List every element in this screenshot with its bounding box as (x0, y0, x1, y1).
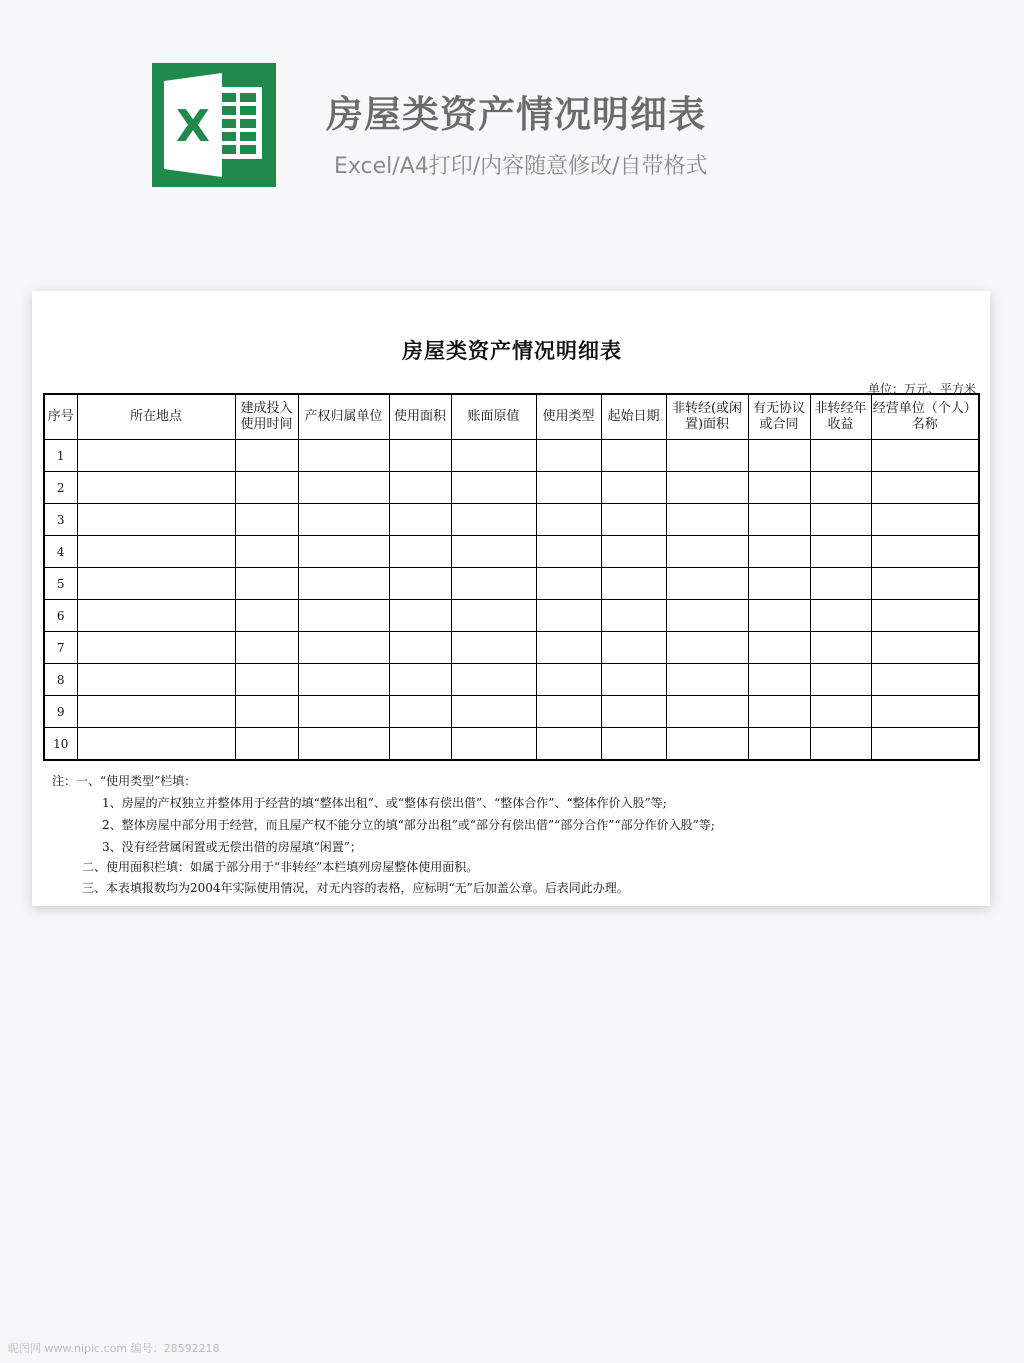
table-cell[interactable] (536, 600, 601, 632)
table-cell[interactable] (298, 664, 389, 696)
col-header: 产权归属单位 (298, 394, 389, 440)
header-row (44, 394, 979, 440)
table-cell[interactable] (810, 440, 871, 472)
table-cell[interactable] (536, 504, 601, 536)
table-row (44, 504, 979, 536)
excel-logo-icon (152, 63, 276, 187)
table-cell[interactable] (235, 472, 298, 504)
page-title: 房屋类资产情况明细表 (326, 93, 706, 136)
table-cell[interactable] (666, 664, 748, 696)
table-cell[interactable] (666, 568, 748, 600)
table-cell[interactable] (77, 504, 235, 536)
table-cell[interactable] (77, 664, 235, 696)
table-cell[interactable] (451, 664, 536, 696)
table-cell[interactable] (536, 632, 601, 664)
col-header: 使用面积 (389, 394, 451, 440)
table-row (44, 600, 979, 632)
table-cell[interactable] (748, 728, 810, 761)
table-cell[interactable] (389, 440, 451, 472)
table-cell[interactable] (389, 728, 451, 761)
table-cell[interactable] (298, 696, 389, 728)
table-cell[interactable] (77, 632, 235, 664)
row-number: 6 (44, 600, 77, 632)
table-cell[interactable] (389, 632, 451, 664)
table-cell[interactable] (601, 600, 666, 632)
table-cell[interactable] (451, 696, 536, 728)
table-cell[interactable] (748, 568, 810, 600)
row-number: 1 (44, 440, 77, 472)
table-cell[interactable] (810, 632, 871, 664)
table-cell[interactable] (536, 440, 601, 472)
table-cell[interactable] (77, 536, 235, 568)
table-cell[interactable] (389, 664, 451, 696)
row-number: 7 (44, 632, 77, 664)
table-cell[interactable] (235, 632, 298, 664)
table-cell[interactable] (389, 536, 451, 568)
row-number: 5 (44, 568, 77, 600)
table-cell[interactable] (298, 728, 389, 761)
note-line: 注：一、“使用类型”栏填： (52, 774, 197, 788)
table-cell[interactable] (810, 664, 871, 696)
col-header: 经营单位（个人）名称 (871, 394, 979, 440)
table-cell[interactable] (666, 472, 748, 504)
note-line: 三、本表填报数均为2004年实际使用情况，对无内容的表格，应标明“无”后加盖公章。后表同此办理。 (82, 881, 629, 895)
table-cell[interactable] (451, 600, 536, 632)
table-cell[interactable] (601, 728, 666, 761)
table-cell[interactable] (389, 472, 451, 504)
table-row (44, 632, 979, 664)
table-cell[interactable] (536, 472, 601, 504)
table-cell[interactable] (871, 600, 979, 632)
page-subtitle: Excel/A4打印/内容随意修改/自带格式 (334, 154, 708, 179)
table-cell[interactable] (298, 440, 389, 472)
col-header: 账面原值 (451, 394, 536, 440)
table-cell[interactable] (451, 728, 536, 761)
col-header: 使用类型 (536, 394, 601, 440)
table-cell[interactable] (77, 600, 235, 632)
table-cell[interactable] (298, 600, 389, 632)
table-row (44, 536, 979, 568)
table-cell[interactable] (601, 504, 666, 536)
logo-letter: X (176, 101, 210, 152)
table-cell[interactable] (77, 728, 235, 761)
table-cell[interactable] (666, 536, 748, 568)
note-line: 二、使用面积栏填：如属于部分用于“非转经”本栏填列房屋整体使用面积。 (82, 860, 479, 874)
table-cell[interactable] (298, 536, 389, 568)
row-number: 8 (44, 664, 77, 696)
table-cell[interactable] (871, 696, 979, 728)
col-header: 所在地点 (77, 394, 235, 440)
table-cell[interactable] (601, 472, 666, 504)
sheet-title: 房屋类资产情况明细表 (402, 339, 622, 363)
unit-label: 单位：万元、平方米 (867, 382, 976, 396)
col-header: 建成投入使用时间 (235, 394, 298, 440)
table-cell[interactable] (748, 504, 810, 536)
table-cell[interactable] (536, 568, 601, 600)
table-cell[interactable] (235, 536, 298, 568)
row-number: 9 (44, 696, 77, 728)
table-cell[interactable] (601, 536, 666, 568)
table-cell[interactable] (235, 664, 298, 696)
table-cell[interactable] (601, 632, 666, 664)
table-cell[interactable] (871, 440, 979, 472)
table-cell[interactable] (666, 504, 748, 536)
table-cell[interactable] (235, 696, 298, 728)
table-cell[interactable] (536, 696, 601, 728)
table-cell[interactable] (235, 728, 298, 761)
table-row (44, 568, 979, 600)
table-row (44, 728, 979, 761)
table-cell[interactable] (871, 472, 979, 504)
table-cell[interactable] (536, 664, 601, 696)
table-cell[interactable] (77, 440, 235, 472)
table-cell[interactable] (748, 632, 810, 664)
table-cell[interactable] (810, 696, 871, 728)
table-cell[interactable] (871, 664, 979, 696)
table-cell[interactable] (810, 600, 871, 632)
table-cell[interactable] (810, 568, 871, 600)
table-cell[interactable] (536, 536, 601, 568)
table-cell[interactable] (235, 568, 298, 600)
table-cell[interactable] (666, 696, 748, 728)
table-cell[interactable] (871, 568, 979, 600)
table-row (44, 440, 979, 472)
table-cell[interactable] (601, 696, 666, 728)
table-cell[interactable] (389, 504, 451, 536)
table-cell[interactable] (451, 568, 536, 600)
watermark: 昵图网 www.nipic.com 编号：28592218 (8, 1342, 220, 1355)
row-number: 3 (44, 504, 77, 536)
table-cell[interactable] (748, 536, 810, 568)
table-cell[interactable] (601, 664, 666, 696)
table-cell[interactable] (389, 568, 451, 600)
col-header: 序号 (44, 394, 77, 440)
table-cell[interactable] (298, 472, 389, 504)
table-cell[interactable] (748, 600, 810, 632)
row-number: 10 (44, 728, 77, 761)
note-line: 3、没有经营属闲置或无偿出借的房屋填“闲置”； (102, 840, 362, 854)
col-header: 非转经(或闲置)面积 (666, 394, 748, 440)
table-cell[interactable] (810, 472, 871, 504)
table-cell[interactable] (871, 728, 979, 761)
table-cell[interactable] (298, 568, 389, 600)
table-cell[interactable] (235, 600, 298, 632)
table-cell[interactable] (871, 536, 979, 568)
col-header: 非转经年收益 (810, 394, 871, 440)
table-cell[interactable] (810, 728, 871, 761)
table-cell[interactable] (298, 504, 389, 536)
table-cell[interactable] (451, 632, 536, 664)
table-cell[interactable] (451, 472, 536, 504)
table-row (44, 472, 979, 504)
note-line: 1、房屋的产权独立并整体用于经营的填“整体出租”、或“整体有偿出借”、“整体合作”、“整体作价入股”等; (102, 796, 667, 810)
table-cell[interactable] (451, 440, 536, 472)
table-cell[interactable] (810, 536, 871, 568)
table-cell[interactable] (536, 728, 601, 761)
table-cell[interactable] (298, 632, 389, 664)
col-header: 有无协议或合同 (748, 394, 810, 440)
table-cell[interactable] (748, 472, 810, 504)
table-cell[interactable] (871, 632, 979, 664)
table-cell[interactable] (601, 440, 666, 472)
row-number: 4 (44, 536, 77, 568)
table-cell[interactable] (748, 664, 810, 696)
row-number: 2 (44, 472, 77, 504)
asset-table (43, 393, 980, 761)
table-row (44, 696, 979, 728)
table-cell[interactable] (666, 632, 748, 664)
table-cell[interactable] (451, 536, 536, 568)
table-cell[interactable] (601, 568, 666, 600)
table-row (44, 664, 979, 696)
table-cell[interactable] (451, 504, 536, 536)
table-cell[interactable] (389, 600, 451, 632)
table-cell[interactable] (871, 504, 979, 536)
table-cell[interactable] (235, 504, 298, 536)
table-cell[interactable] (77, 472, 235, 504)
table-cell[interactable] (748, 440, 810, 472)
col-header: 起始日期 (601, 394, 666, 440)
table-cell[interactable] (666, 440, 748, 472)
table-cell[interactable] (810, 504, 871, 536)
table-cell[interactable] (389, 696, 451, 728)
table-cell[interactable] (666, 600, 748, 632)
note-line: 2、整体房屋中部分用于经营，而且屋产权不能分立的填“部分出租”或“部分有偿出借”“部分合作”“部分作价入股”等; (102, 818, 715, 832)
table-cell[interactable] (235, 440, 298, 472)
table-cell[interactable] (748, 696, 810, 728)
table-cell[interactable] (77, 696, 235, 728)
table-cell[interactable] (77, 568, 235, 600)
table-body (44, 440, 979, 761)
table-cell[interactable] (666, 728, 748, 761)
